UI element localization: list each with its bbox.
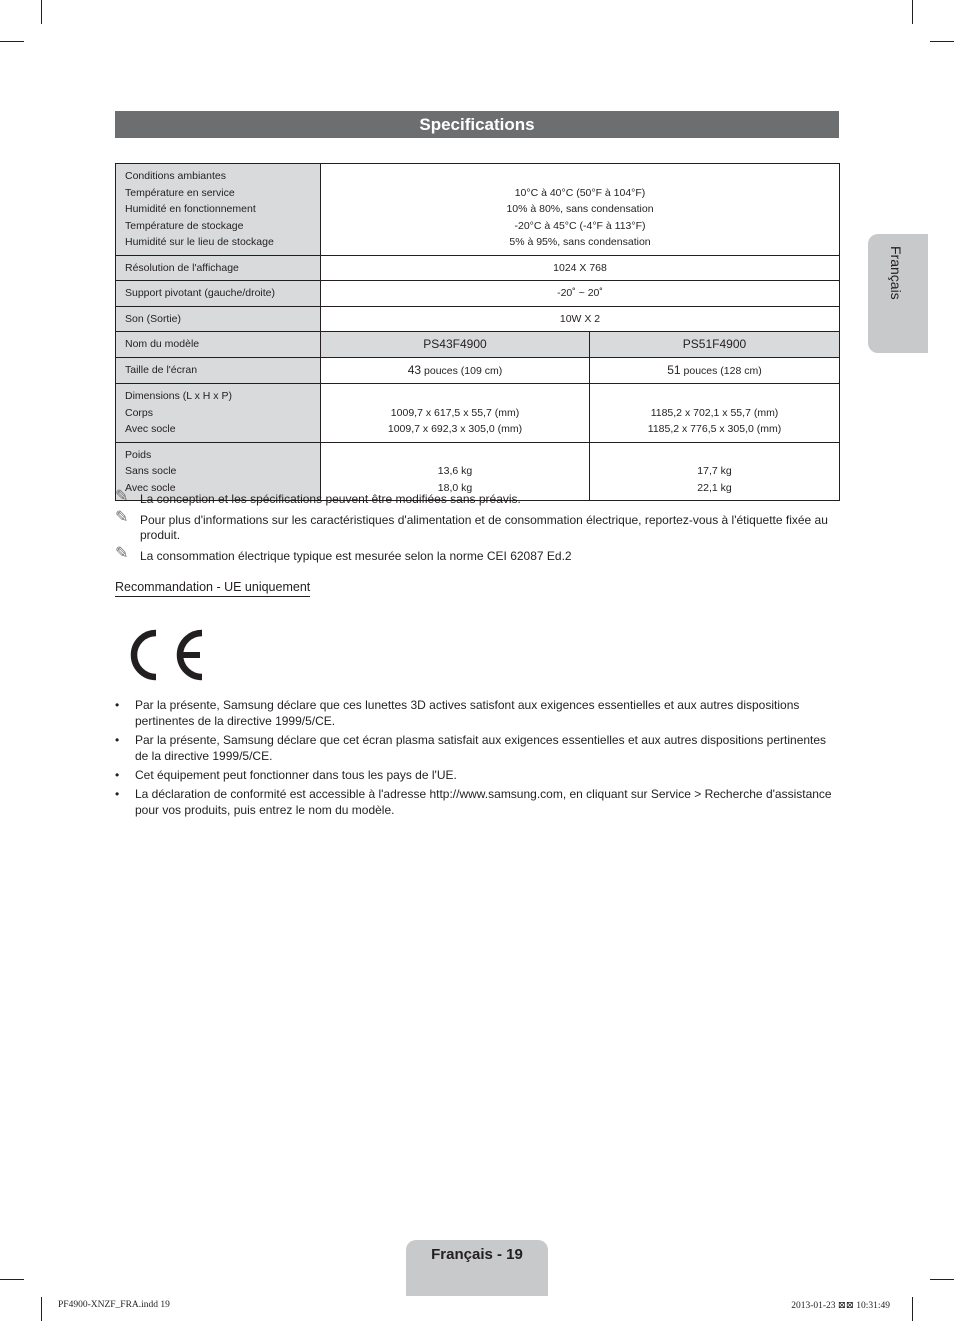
env-label: Humidité en fonctionnement (125, 203, 256, 215)
table-row (116, 255, 840, 281)
page-title: Specifications (115, 111, 839, 138)
weight-label: Poids (125, 448, 152, 461)
recommendation-heading: Recommandation - UE uniquement (115, 580, 310, 597)
table-row (116, 306, 840, 332)
screen-size-unit: pouces (109 cm) (424, 364, 503, 377)
swivel-value: -20˚ ~ 20˚ (321, 281, 840, 307)
note-item (115, 545, 840, 564)
dimensions-value: 1009,7 x 617,5 x 55,7 (mm) (390, 406, 520, 419)
env-value: 10°C à 40°C (50°F à 104°F) (514, 186, 646, 199)
screen-label: Taille de l'écran (116, 357, 321, 384)
bullet-icon: • (115, 733, 120, 747)
note-item (115, 509, 840, 543)
env-label: Humidité sur le lieu de stockage (125, 236, 274, 248)
crop-mark (912, 0, 913, 24)
screen-size (321, 357, 590, 384)
specifications-table (115, 163, 840, 501)
page-number: Français - 19 (431, 1246, 523, 1263)
swivel-label: Support pivotant (gauche/droite) (116, 281, 321, 307)
crop-mark (41, 1297, 42, 1321)
bullet-text: Par la présente, Samsung déclare que ces lunettes 3D actives satisfont aux exigences essentielles et aux autres dispositions pertinentes de la directive 1999/5/CE. (135, 698, 800, 728)
pencil-icon: ✎ (115, 545, 129, 562)
dimensions-label: Corps (125, 406, 154, 419)
sound-label: Son (Sortie) (116, 306, 321, 332)
note-text: La conception et les spécifications peuvent être modifiées sans préavis. (140, 492, 521, 506)
dimensions-cell (321, 384, 590, 443)
screen-size (590, 357, 840, 384)
screen-size-unit: pouces (128 cm) (683, 364, 762, 377)
model-name: PS43F4900 (321, 332, 590, 358)
crop-mark (930, 41, 954, 42)
env-labels-cell (116, 164, 321, 256)
table-row (116, 384, 840, 443)
crop-mark (930, 1279, 954, 1280)
notes-list (115, 488, 840, 570)
table-row (116, 357, 840, 384)
language-tab (868, 234, 928, 353)
weight-value: 18,0 kg (437, 481, 473, 494)
screen-size-number: 43 (407, 362, 422, 377)
bullet-icon: • (115, 768, 120, 782)
ce-mark-logo (130, 629, 206, 681)
note-text: Pour plus d'informations sur les caractéristiques d'alimentation et de consommation électrique, reportez-vous à l'étiquette fixée au produit. (140, 513, 828, 542)
env-value: 5% à 95%, sans condensation (509, 236, 651, 248)
env-label: Température de stockage (125, 219, 244, 232)
sound-value: 10W X 2 (321, 306, 840, 332)
resolution-value: 1024 X 768 (321, 255, 840, 281)
crop-mark (912, 1297, 913, 1321)
declaration-list (115, 697, 840, 821)
list-item (115, 786, 840, 818)
page-number-tab (406, 1240, 548, 1296)
table-row (116, 281, 840, 307)
dimensions-labels-cell (116, 384, 321, 443)
crop-mark (0, 1279, 24, 1280)
weight-label: Sans socle (125, 465, 177, 477)
screen-size-number: 51 (667, 362, 681, 377)
env-value: 10% à 80%, sans condensation (506, 203, 654, 215)
table-row (116, 164, 840, 256)
env-label: Température en service (125, 186, 235, 199)
list-item (115, 767, 840, 783)
dimensions-label: Dimensions (L x H x P) (125, 390, 232, 402)
dimensions-value: 1185,2 x 702,1 x 55,7 (mm) (650, 406, 779, 419)
note-text: La consommation électrique typique est mesurée selon la norme CEI 62087 Ed.2 (140, 549, 572, 563)
resolution-label: Résolution de l'affichage (116, 255, 321, 281)
env-value: -20°C à 45°C (-4°F à 113°F) (514, 219, 646, 232)
weight-label: Avec socle (125, 481, 176, 494)
env-label: Conditions ambiantes (125, 170, 226, 182)
bullet-text: Par la présente, Samsung déclare que cet écran plasma satisfait aux exigences essentielles et aux autres dispositions pertinentes de la directive 1999/5/CE. (135, 733, 827, 763)
bullet-icon: • (115, 787, 120, 801)
bullet-text: La déclaration de conformité est accessible à l'adresse http://www.samsung.com, en cliquant sur Service > Recherche d'assistance pour vos produits, puis entrez le nom du modèle. (135, 787, 832, 817)
dimensions-label: Avec socle (125, 423, 176, 435)
weight-value: 17,7 kg (697, 465, 732, 477)
list-item (115, 732, 840, 764)
pencil-icon: ✎ (115, 488, 129, 505)
note-item (115, 488, 840, 507)
language-tab-label: Français (888, 246, 904, 300)
footer-file-info: PF4900-XNZF_FRA.indd 19 (58, 1300, 170, 1310)
bullet-text: Cet équipement peut fonctionner dans tous les pays de l'UE. (135, 768, 457, 782)
table-row (116, 332, 840, 358)
dimensions-cell (590, 384, 840, 443)
model-label: Nom du modèle (116, 332, 321, 358)
bullet-icon: • (115, 698, 120, 712)
dimensions-value: 1185,2 x 776,5 x 305,0 (mm) (647, 423, 782, 435)
weight-value: 13,6 kg (437, 465, 473, 477)
crop-mark (41, 0, 42, 24)
weight-value: 22,1 kg (697, 481, 732, 494)
footer-timestamp: 2013-01-23 ⊠⊠ 10:31:49 (791, 1301, 890, 1311)
dimensions-value: 1009,7 x 692,3 x 305,0 (mm) (387, 423, 523, 435)
crop-mark (0, 41, 24, 42)
pencil-icon: ✎ (115, 509, 129, 526)
list-item (115, 697, 840, 729)
env-values-cell (321, 164, 840, 256)
model-name: PS51F4900 (590, 332, 840, 358)
